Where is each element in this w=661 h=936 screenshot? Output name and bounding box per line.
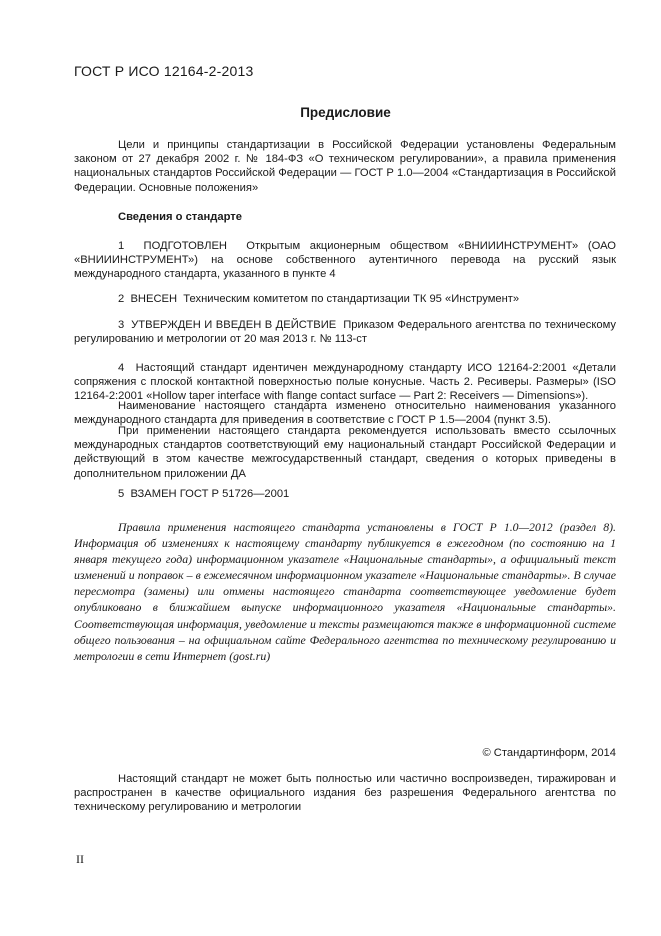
copyright-line: © Стандартинформ, 2014: [482, 747, 616, 759]
item-5-num: 5: [118, 488, 125, 500]
item-1-label: ПОДГОТОВЛЕН: [143, 240, 227, 252]
section-subtitle: Сведения о стандарте: [118, 211, 242, 223]
item-2: [74, 292, 616, 306]
item-4-reference: При применении настоящего стандарта рекомендуется использовать вместо ссылочных международных стандартов соответствующий ему национальный стандарт Российской Федерации и действующий в этом качестве межгосударственный стандарт, сведения о которых приведены в дополнительном приложении ДА: [74, 425, 616, 480]
item-1-num: 1: [118, 240, 125, 252]
preface-intro: Цели и принципы стандартизации в Российской Федерации установлены Федеральным законом от 27 декабря 2002 г. № 184-ФЗ «О техническом регулировании», а правила применения национальных стандартов Российской Федерации — ГОСТ Р 1.0—2004 «Стандартизация в Российской Федерации. Основные положения»: [74, 139, 616, 194]
item-4: [74, 361, 616, 404]
item-5-label: ВЗАМЕН ГОСТ Р 51726—2001: [130, 488, 290, 500]
item-2-text: Техническим комитетом по стандартизации ТК 95 «Инструмент»: [183, 293, 520, 305]
page-title: Предисловие: [300, 105, 391, 120]
rules-notice: Правила применения настоящего стандарта установлены в ГОСТ Р 1.0—2012 (раздел 8). Информация об изменениях к настоящему стандарту публикуется в ежегодном (по состоянию на 1 января текущего года) информационном указателе «Национальные стандарты», а официальный текст изменений и поправок – в ежемесячном информационном указателе «Национальные стандарты». В случае пересмотра (замены) или отмены настоящего стандарта соответствующее уведомление будет опубликовано в ближайшем выпуске информационного указателя «Национальные стандарты». Соответствующая информация, уведомление и тексты размещаются также в информационной системе общего пользования – на официальном сайте Федерального агентства по техническому регулированию и метрологии в сети Интернет (gost.ru): [74, 520, 616, 663]
item-5: [74, 487, 616, 501]
item-1: [74, 239, 616, 282]
item-4-name-change: Наименование настоящего стандарта изменено относительно наименования указанного международного стандарта для приведения в соответствие с ГОСТ Р 1.5—2004 (пункт 3.5).: [74, 400, 616, 427]
item-3-text: Приказом Федерального агентства по техническому регулированию и метрологии от 20 мая 2013 г. № 113-ст: [74, 319, 617, 346]
item-2-label: ВНЕСЕН: [130, 293, 178, 305]
item-4-text: Настоящий стандарт идентичен международному стандарту ИСО 12164-2:2001 «Детали сопряжения с плоской контактной поверхностью полые конусные. Часть 2. Ресиверы. Размеры» (ISO 12164-2:2001 «Hollow taper interface with flange contact surface — Part 2: Receivers — Dimensions»).: [74, 362, 616, 403]
item-2-num: 2: [118, 293, 125, 305]
item-3-label: УТВЕРЖДЕН И ВВЕДЕН В ДЕЙСТВИЕ: [131, 319, 337, 331]
item-3: [74, 318, 616, 346]
document-header: ГОСТ Р ИСО 12164-2-2013: [74, 63, 254, 79]
copyright-notice: Настоящий стандарт не может быть полностью или частично воспроизведен, тиражирован и распространен в качестве официального издания без разрешения Федерального агентства по техническому регулированию и метрологии: [74, 773, 616, 814]
item-1-text: Открытым акционерным обществом «ВНИИИНСТРУМЕНТ» (ОАО «ВНИИИНСТРУМЕНТ») на основе собственного аутентичного перевода на русский язык международного стандарта, указанного в пункте 4: [74, 240, 616, 281]
page-number: II: [76, 852, 84, 866]
item-4-num: 4: [118, 362, 125, 374]
item-3-num: 3: [118, 319, 125, 331]
